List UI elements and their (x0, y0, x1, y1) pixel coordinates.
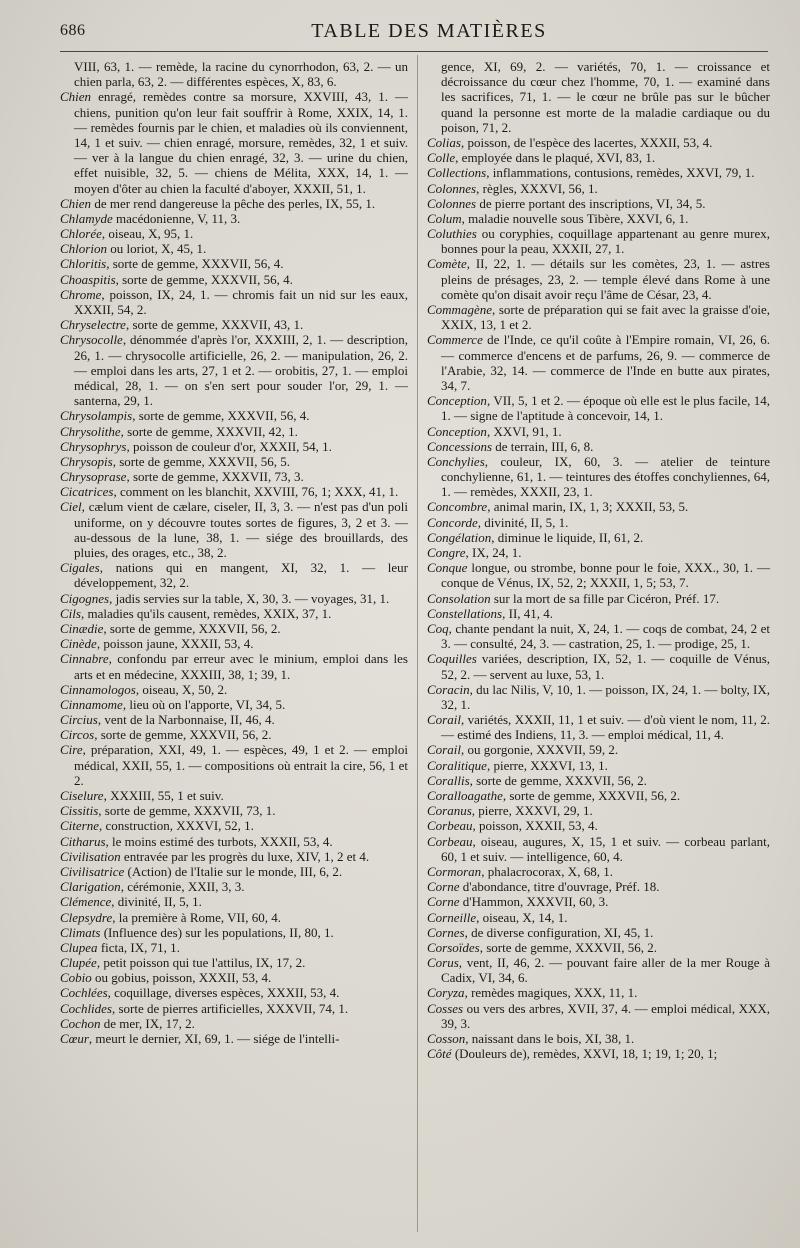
entry-headword: Coracin (427, 681, 470, 697)
entry-headword: Chien (60, 89, 92, 105)
entry-headword: Chrysolithe (60, 423, 121, 439)
entry-text: , XXVI, 91, 1. (486, 423, 562, 439)
entry-text: de terrain, III, 6, 8. (492, 438, 594, 454)
entry-headword: Clupea (60, 939, 98, 955)
entry-text: , vent de la Narbonnaise, II, 46, 4. (97, 712, 275, 728)
entry-text: , vent, II, 46, 2. — pouvant faire aller de la mer Rouge à Cadix, VI, 34, 6. (441, 955, 770, 986)
entry-text: ou loriot, X, 45, 1. (106, 241, 207, 257)
entry-text: de l'Inde, ce qu'il coûte à l'Empire romain, VI, 26, 6. — commerce d'encens et de parfums, 26, 9. — commerce de l'Arabie, 32, 14. — commerce de l'Inde en butte aux pirates, 34, 7. (441, 332, 770, 393)
entry-headword: Cinædie (60, 620, 104, 636)
index-entry (60, 606, 408, 621)
entry-text: , IX, 24, 1. (465, 545, 522, 560)
entry-headword: Constellations (427, 605, 503, 621)
entry-text: , VII, 5, 1 et 2. — époque où elle est le plus facile, 14, 1. — signe de l'aptitude à concevoir, 14, 1. (441, 393, 770, 424)
entry-text: ficta, IX, 71, 1. (97, 939, 180, 955)
entry-text: (Action) de l'Italie sur le monde, III, 6, 2. (124, 863, 343, 879)
index-entry (60, 742, 408, 788)
index-entry (427, 226, 770, 256)
entry-text: , confondu par erreur avec le minium, emploi dans les arts et en médecine, XXXIII, 38, 1; 39, 1. (74, 651, 408, 682)
index-entry (60, 803, 408, 818)
index-entry (60, 727, 408, 742)
entry-text: , naissant dans le bois, XI, 38, 1. (465, 1031, 635, 1046)
entry-text: , nations qui en mangent, XI, 32, 1. — leur développement, 32, 2. (74, 560, 408, 591)
index-entry (427, 742, 770, 757)
entry-text: , sorte de gemme, XXXVII, 56, 2. (94, 727, 272, 743)
entry-headword: Clupée (60, 955, 97, 971)
index-entry (60, 1016, 408, 1031)
index-entry (427, 150, 770, 165)
entry-headword: Colias (427, 134, 461, 150)
entry-text: , variétés, XXXII, 11, 1 et suiv. — d'où vient le nom, 11, 2. — estimé des Indiens, 11, 3. — emploi médical, 11, 4. (441, 712, 770, 743)
entry-text: , inflammations, contusions, remèdes, XXVI, 79, 1. (486, 165, 755, 181)
index-entry (427, 834, 770, 864)
index-entry (60, 1001, 408, 1016)
index-entry (60, 712, 408, 727)
entry-headword: Cochlées (60, 985, 108, 1001)
index-entry (427, 712, 770, 742)
left-column (60, 59, 408, 1046)
column-divider (417, 55, 418, 1232)
entry-headword: Conception (427, 393, 487, 409)
page-header (60, 22, 768, 46)
index-entry (60, 985, 408, 1000)
entry-headword: Colle (427, 150, 456, 166)
index-entry (60, 287, 408, 317)
index-entry (427, 621, 770, 651)
index-entry (427, 682, 770, 712)
entry-headword: Colum (427, 210, 462, 226)
index-entry (60, 499, 408, 560)
entry-text: entravée par les progrès du luxe, XIV, 1, 2 et 4. (120, 848, 370, 864)
index-entry (427, 758, 770, 773)
entry-text: , construction, XXXVI, 52, 1. (99, 818, 254, 834)
index-entry (60, 1031, 408, 1046)
entry-text: VIII, 63, 1. — remède, la racine du cynorrhodon, 63, 2. — un chien parla, 63, 2. — différentes espèces, X, 83, 6. (74, 59, 408, 90)
entry-text: , sorte de gemme, XXXVII, 56, 2. (103, 620, 281, 636)
entry-text: ou vers des arbres, XVII, 37, 4. — emploi médical, XXX, 39, 3. (441, 1000, 770, 1031)
entry-headword: Chrysophrys (60, 438, 127, 454)
entry-headword: Cormoran (427, 863, 482, 879)
entry-text: , jadis servies sur la table, X, 30, 3. — voyages, 31, 1. (109, 590, 390, 606)
index-entry (60, 317, 408, 332)
index-entry (60, 834, 408, 849)
index-entry (60, 621, 408, 636)
index-entry (427, 424, 770, 439)
entry-headword: Corne (427, 894, 460, 910)
index-entry (427, 818, 770, 833)
entry-headword: Cochon (60, 1015, 101, 1031)
entry-headword: Corail (427, 712, 461, 728)
entry-headword: Coralloagathe (427, 788, 503, 803)
entry-text: , préparation, XXI, 49, 1. — espèces, 49, 1 et 2. — emploi médical, XXII, 55, 1. — compositions où entrait la cire, 56, 1 et 2. (74, 742, 408, 788)
index-entry (427, 332, 770, 393)
entry-headword: Coquilles (427, 651, 477, 667)
index-entry (427, 1046, 770, 1061)
index-entry (427, 499, 770, 514)
entry-headword: Clepsydre (60, 909, 113, 925)
entry-text: , le moins estimé des turbots, XXXII, 53, 4. (105, 833, 333, 849)
index-entry (427, 803, 770, 818)
entry-text: , sorte de gemme, XXXVII, 56, 4. (115, 271, 293, 287)
entry-text: , poisson, IX, 24, 1. — chromis fait un nid sur les eaux, XXXII, 54, 2. (74, 286, 408, 317)
entry-text: , II, 41, 4. (502, 605, 554, 621)
entry-text: , divinité, II, 5, 1. (477, 514, 569, 530)
entry-text: , sorte de gemme, XXXVII, 42, 1. (120, 423, 298, 439)
entry-headword: Corsoïdes (427, 939, 480, 955)
entry-text: , sorte de gemme, XXXVII, 56, 5. (112, 453, 290, 469)
index-entry (60, 424, 408, 439)
entry-headword: Corbeau (427, 818, 473, 834)
entry-text: , sorte de gemme, XXXVII, 56, 4. (132, 408, 310, 424)
entry-headword: Corne (427, 879, 460, 895)
entry-headword: Cigognes (60, 590, 110, 606)
entry-headword: Chrysolampis (60, 408, 133, 424)
entry-headword: Chrysocolle (60, 332, 123, 348)
entry-headword: Comète (427, 256, 467, 272)
entry-headword: Cils (60, 605, 81, 621)
entry-text: (Influence des) sur les populations, II, 80, 1. (100, 924, 334, 940)
index-entry (427, 788, 770, 803)
entry-text: longue, ou strombe, bonne pour le foie, XXX., 30, 1. — conque de Vénus, IX, 52, 2; XXXII, 1, 5; 53, 7. (441, 560, 770, 591)
entry-text: , diminue le liquide, II, 61, 2. (491, 529, 644, 545)
index-entry (427, 439, 770, 454)
entry-text: , oiseau, X, 50, 2. (135, 681, 228, 697)
index-entry (60, 439, 408, 454)
entry-headword: Coranus (427, 803, 472, 819)
entry-headword: Chryselectre (60, 317, 126, 333)
index-entry (427, 940, 770, 955)
index-entry (427, 256, 770, 302)
index-entry (427, 773, 770, 788)
entry-headword: Conception (427, 423, 487, 439)
entry-headword: Coluthies (427, 226, 477, 242)
index-entry (60, 256, 408, 271)
entry-headword: Commagène (427, 302, 492, 317)
index-entry (427, 302, 770, 332)
entry-text: , sorte de pierres artificielles, XXXVII, 74, 1. (112, 1000, 349, 1016)
entry-headword: Civilisatrice (60, 863, 125, 879)
entry-text: de pierre portant des inscriptions, VI, 34, 5. (476, 195, 706, 211)
entry-text: , dénommée d'après l'or, XXXIII, 2, 1. — description, 26, 1. — chrysocolle artificielle, 26, 2. — manipulation, 26, 2. — emploi dans les arts, 27, 1 et 2. — orobitis, 27, 1. — emploi médical, 28, 1. — on s'en sert pour souder l'or, 29, 1. — santerna, 29, 1. (74, 332, 408, 409)
index-entry (60, 241, 408, 256)
entry-headword: Conchylies (427, 453, 485, 469)
index-entry (60, 910, 408, 925)
entry-text: , pierre, XXXVI, 29, 1. (471, 803, 593, 819)
entry-text: , cérémonie, XXII, 3, 3. (120, 879, 245, 895)
index-entry (60, 560, 408, 590)
entry-text: , sorte de gemme, XXXVII, 56, 2. (479, 939, 657, 955)
index-entry (60, 89, 408, 195)
entry-text: , divinité, II, 5, 1. (111, 894, 202, 910)
entry-text: , du lac Nilis, V, 10, 1. — poisson, IX, 24, 1. — bolty, IX, 32, 1. (441, 681, 770, 712)
index-entry (427, 651, 770, 681)
entry-headword: Conque (427, 560, 468, 576)
index-entry (427, 1031, 770, 1046)
entry-headword: Colonnes (427, 180, 477, 196)
index-entry (60, 879, 408, 894)
entry-text: , chante pendant la nuit, X, 24, 1. — coqs de combat, 24, 2 et 3. — consulté, 24, 3. — castration, 25, 1. — prodige, 25, 1. (441, 620, 770, 652)
entry-headword: Chlamyde (60, 210, 113, 226)
entry-text: , petit poisson qui tue l'attilus, IX, 17, 2. (96, 955, 306, 971)
index-entry (60, 636, 408, 651)
entry-text: d'Hammon, XXXVII, 60, 3. (459, 894, 609, 910)
index-entry (60, 682, 408, 697)
entry-text: , oiseau, X, 95, 1. (101, 226, 194, 242)
index-entry (60, 591, 408, 606)
index-entry (427, 910, 770, 925)
entry-text: , sorte de gemme, XXXVII, 56, 2. (502, 788, 681, 803)
entry-text: , règles, XXXVI, 56, 1. (476, 180, 598, 196)
index-entry (60, 894, 408, 909)
page-number: 686 (60, 22, 86, 39)
entry-headword: Chien (60, 195, 92, 211)
index-entry (427, 985, 770, 1000)
entry-headword: Concessions (427, 438, 492, 454)
entry-headword: Cigales (60, 560, 100, 576)
header-rule (60, 51, 768, 52)
entry-headword: Cicatrices (60, 484, 114, 500)
entry-headword: Clémence (60, 894, 112, 910)
entry-text: , phalacrocorax, X, 68, 1. (481, 863, 613, 879)
entry-headword: Cosson (427, 1031, 466, 1046)
entry-text: , ou gorgonie, XXXVII, 59, 2. (460, 742, 619, 758)
index-entry (60, 469, 408, 484)
entry-text: (Douleurs de), remèdes, XXVI, 18, 1; 19, 1; 20, 1; (451, 1046, 718, 1062)
index-entry (427, 925, 770, 940)
index-entry (60, 211, 408, 226)
entry-text: , poisson de couleur d'or, XXXII, 54, 1. (126, 438, 332, 454)
running-title: TABLE DES MATIÈRES (311, 20, 547, 42)
entry-text: enragé, remèdes contre sa morsure, XXVIII, 43, 1. — chiens, punition qu'on leur fait souffrir à Rome, XXIX, 14, 1. — remèdes fournis par le chien, et maladies où ils conviennent, 14, 1 et suiv. — chien enragé, morsure, remèdes, 32, 1 et suiv. — ver à la langue du chien enragé, 32, 3. — urine du chien, effet nuisible, 32, 5. — chiens de Mélita, XXX, 14, 1. — moyen d'ôter au chien la faculté d'aboyer, XXXII, 51, 1. (74, 89, 408, 196)
entry-text: , maladie nouvelle sous Tibère, XXVI, 6, 1. (461, 210, 689, 226)
index-entry (60, 697, 408, 712)
entry-headword: Chrysopis (60, 453, 113, 469)
entry-text: ou gobius, poisson, XXXII, 53, 4. (91, 970, 272, 986)
entry-headword: Cobio (60, 970, 92, 986)
entry-text: d'abondance, titre d'ouvrage, Préf. 18. (459, 879, 660, 895)
entry-text: , sorte de gemme, XXXVII, 73, 1. (98, 803, 276, 819)
index-entry (60, 454, 408, 469)
entry-headword: Citerne (60, 818, 99, 834)
entry-text: , la première à Rome, VII, 60, 4. (112, 909, 281, 925)
entry-headword: Cosses (427, 1000, 464, 1016)
entry-headword: Corallis (427, 772, 470, 788)
entry-headword: Ciel (60, 499, 82, 515)
index-entry (60, 925, 408, 940)
index-entry (427, 393, 770, 423)
index-entry (60, 59, 408, 89)
entry-headword: Circius (60, 712, 98, 728)
entry-headword: Cochlides (60, 1000, 112, 1016)
index-entry (427, 545, 770, 560)
index-entry (427, 181, 770, 196)
index-entry (427, 165, 770, 180)
entry-headword: Cinnamome (60, 696, 123, 712)
entry-text: , employée dans le plaqué, XVI, 83, 1. (455, 150, 656, 166)
index-entry (60, 818, 408, 833)
entry-headword: Congélation (427, 529, 492, 545)
entry-headword: Corus (427, 955, 459, 971)
entry-text: , sorte de préparation qui se fait avec la graisse d'oie, XXIX, 13, 1 et 2. (441, 302, 770, 333)
entry-headword: Cinède (60, 636, 97, 652)
index-entry (427, 955, 770, 985)
index-entry (427, 196, 770, 211)
entry-text: gence, XI, 69, 2. — variétés, 70, 1. — croissance et décroissance du cœur chez l'homme, 70, 1. — examiné dans les sacrifices, 71, 1. — le cœur ne brûle pas sur le bûcher quand la personne est morte de la maladie cardiaque ou du poison, 71, 2. (441, 59, 770, 135)
entry-text: , pierre, XXXVI, 13, 1. (486, 757, 608, 773)
entry-headword: Ciselure (60, 788, 104, 803)
entry-headword: Congre (427, 545, 466, 560)
entry-headword: Cinnabre (60, 651, 109, 667)
entry-headword: Corbeau (427, 833, 473, 849)
entry-text: , animal marin, IX, 1, 3; XXXII, 53, 5. (487, 499, 689, 515)
entry-text: de mer, IX, 17, 2. (100, 1015, 195, 1031)
index-entry (427, 591, 770, 606)
entry-text: , poisson, de l'espèce des lacertes, XXXII, 53, 4. (460, 134, 713, 150)
entry-text: , sorte de gemme, XXXVII, 73, 3. (126, 469, 304, 485)
entry-text: , lieu où on l'apporte, VI, 34, 5. (122, 696, 286, 712)
entry-text: , remèdes magiques, XXX, 11, 1. (464, 985, 638, 1001)
entry-headword: Cinnamologos (60, 681, 136, 697)
index-entry (427, 606, 770, 621)
index-entry (60, 955, 408, 970)
entry-text: de mer rend dangereuse la pêche des perles, IX, 55, 1. (91, 195, 376, 211)
entry-text: , II, 22, 1. — détails sur les comètes, 23, 1. — astres pleins de présages, 23, 2. — temple élevé dans Rome à une comète qu'on disait avoir reçu l'âme de César, 23, 4. (441, 256, 770, 302)
entry-headword: Cissitis (60, 803, 99, 819)
entry-headword: Chrome (60, 286, 102, 302)
index-entry (60, 970, 408, 985)
index-entry (427, 560, 770, 590)
entry-headword: Corneille (427, 909, 477, 925)
entry-headword: Choaspitis (60, 271, 116, 287)
index-entry (427, 530, 770, 545)
index-entry (427, 894, 770, 909)
entry-headword: Colonnes (427, 195, 477, 211)
entry-text: , cælum vient de cælare, ciseler, II, 3, 3. — n'est pas d'un poli uniforme, on y découvre toutes sortes de figures, 3, 2 et 3. — au-dessous de la lune, 38, 1. — siége des brouillards, des pluies, des orages, etc., 38, 2. (74, 499, 408, 560)
entry-headword: Civilisation (60, 848, 121, 864)
index-entry (60, 196, 408, 211)
index-entry (427, 864, 770, 879)
index-entry (60, 408, 408, 423)
entry-headword: Clarigation (60, 879, 121, 895)
index-entry (60, 864, 408, 879)
entry-headword: Chloritis (60, 256, 107, 272)
index-entry (427, 879, 770, 894)
index-entry (60, 484, 408, 499)
entry-text: , meurt le dernier, XI, 69, 1. — siége de l'intelli- (88, 1031, 340, 1046)
entry-text: , sorte de gemme, XXXVII, 56, 2. (469, 772, 647, 788)
entry-text: , oiseau, X, 14, 1. (476, 909, 568, 925)
entry-headword: Collections (427, 165, 487, 181)
entry-headword: Climats (60, 924, 101, 940)
index-entry (60, 849, 408, 864)
index-entry (60, 226, 408, 241)
entry-headword: Coryza (427, 985, 465, 1001)
entry-headword: Cire (60, 742, 83, 758)
index-entry (60, 332, 408, 408)
entry-headword: Coralitique (427, 757, 487, 773)
entry-headword: Cœur (60, 1031, 89, 1046)
index-entry (427, 515, 770, 530)
entry-text: sur la mort de sa fille par Cicéron, Préf. 17. (490, 590, 720, 606)
entry-headword: Concorde (427, 514, 478, 530)
entry-text: , coquillage, diverses espèces, XXXII, 53, 4. (107, 985, 340, 1001)
right-column (427, 59, 770, 1061)
entry-headword: Chrysoprase (60, 469, 127, 485)
entry-headword: Consolation (427, 590, 491, 606)
entry-text: , oiseau, augures, X, 15, 1 et suiv. — corbeau parlant, 60, 1 et suiv. — intelligence, 60, 4. (441, 833, 770, 864)
index-entry (427, 1001, 770, 1031)
entry-headword: Concombre (427, 499, 488, 515)
entry-text: , poisson jaune, XXXII, 53, 4. (96, 636, 254, 652)
entry-headword: Citharus (60, 833, 106, 849)
entry-headword: Chlorion (60, 241, 107, 257)
entry-text: , poisson, XXXII, 53, 4. (472, 818, 598, 834)
entry-headword: Circos (60, 727, 95, 743)
entry-headword: Corail (427, 742, 461, 758)
index-entry (427, 135, 770, 150)
entry-headword: Chlorée (60, 226, 102, 242)
entry-text: , XXXIII, 55, 1 et suiv. (103, 788, 224, 803)
entry-text: ou coryphies, coquillage appartenant au genre murex, bonnes pour la peau, XXXII, 27, 1. (441, 226, 770, 257)
entry-headword: Commerce (427, 332, 483, 348)
entry-text: , sorte de gemme, XXXVII, 56, 4. (106, 256, 284, 272)
entry-text: , maladies qu'ils causent, remèdes, XXIX, 37, 1. (80, 605, 332, 621)
index-entry (427, 211, 770, 226)
index-entry (60, 651, 408, 681)
entry-text: variées, description, IX, 52, 1. — coquille de Vénus, 52, 2. — servent au luxe, 53, 1. (441, 651, 770, 682)
index-entry (60, 788, 408, 803)
index-entry (427, 454, 770, 500)
entry-headword: Coq (427, 620, 449, 636)
entry-text: , sorte de gemme, XXXVII, 43, 1. (125, 317, 304, 333)
entry-text: , couleur, IX, 60, 3. — atelier de teinture conchylienne, 61, 1. — teintures des étoffes conchyliennes, 64, 1. — remèdes, XXXII, 23, 1. (441, 453, 770, 500)
entry-headword: Côté (427, 1046, 452, 1062)
index-entry (60, 940, 408, 955)
entry-text: , comment on les blanchit, XXVIII, 76, 1; XXX, 41, 1. (113, 484, 399, 500)
index-entry (427, 59, 770, 135)
entry-headword: Cornes (427, 924, 465, 940)
entry-text: macédonienne, V, 11, 3. (112, 210, 241, 226)
entry-text: , de diverse configuration, XI, 45, 1. (464, 924, 654, 940)
index-entry (60, 272, 408, 287)
